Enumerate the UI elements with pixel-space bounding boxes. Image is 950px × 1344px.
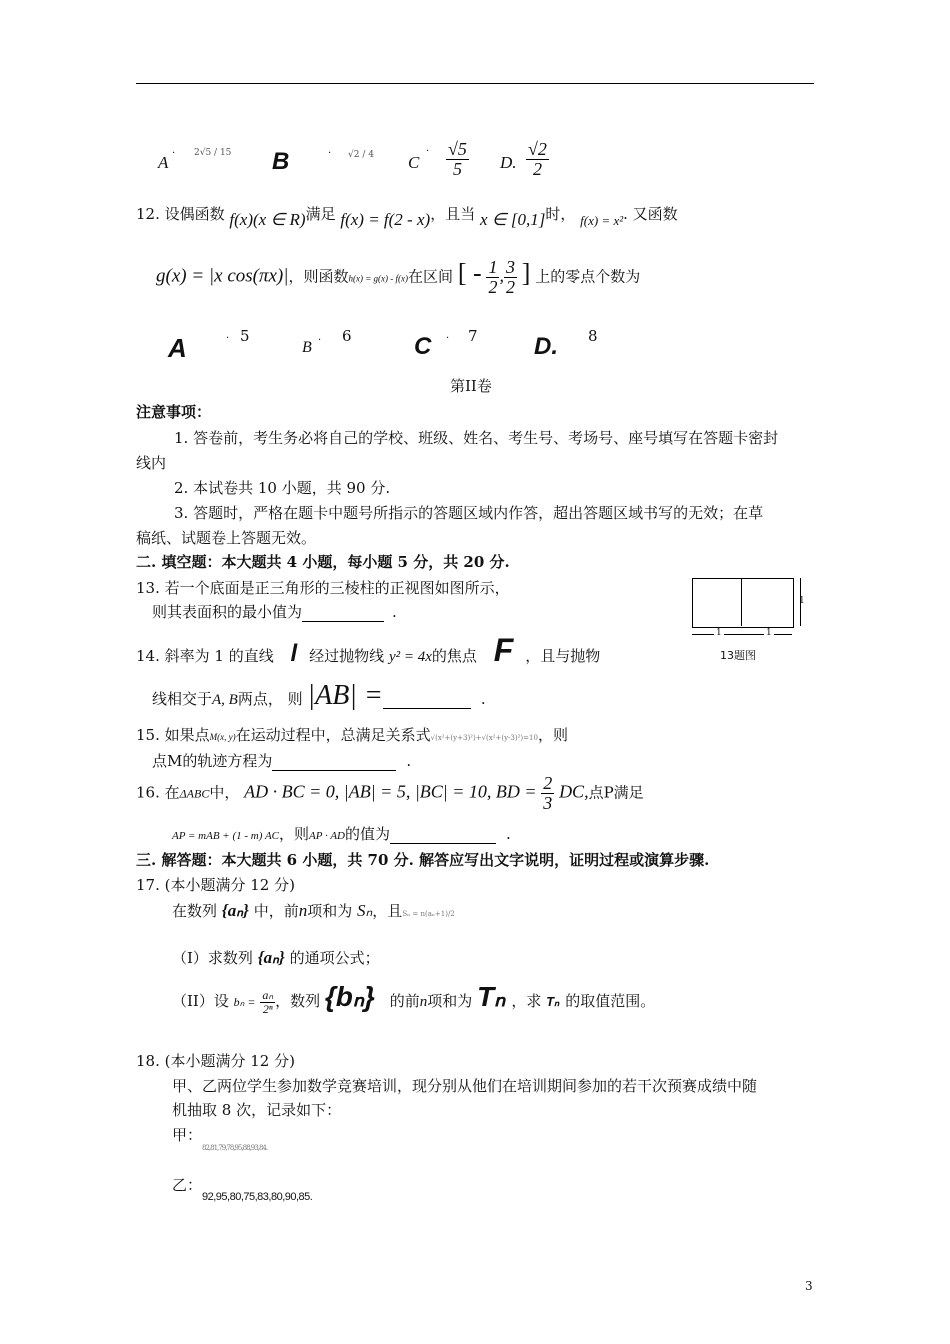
q17-part2 [172, 980, 655, 1030]
q18-jia-row [172, 1124, 268, 1152]
q17-text-d: ，且 [372, 902, 403, 920]
q14-line1 [136, 632, 600, 672]
q12-option-d-value: 8 [588, 327, 598, 345]
notice-2: 2. 本试卷共 10 小题，共 90 分. [174, 479, 391, 497]
q12-options: A · 5 B · 6 C · 7 D. 8 [168, 327, 598, 363]
q12-option-b-value: 6 [342, 327, 352, 345]
q16-dc: DC, [559, 781, 589, 802]
q16-text-d: ，则 [279, 825, 310, 843]
q12-text-b: 满足 [305, 205, 336, 223]
q17-part2-text-e: ，求 [511, 992, 542, 1010]
q17-text-b: 中，前 [253, 902, 299, 920]
q18-yi-row [172, 1174, 313, 1203]
q17-sequence-a: {aₙ} [221, 901, 249, 920]
q15-end: . [406, 752, 412, 770]
q14-answer-blank[interactable] [383, 690, 471, 709]
q17-part2-n: n [419, 994, 428, 1010]
q14-text-a: 14. 斜率为 1 的直线 [136, 647, 274, 665]
q18-yi-label: 乙： [172, 1176, 203, 1194]
option-d-label: D. [500, 153, 517, 172]
q17-part2-text-d: 项和为 [427, 992, 473, 1010]
q17-part2-text-b: ，数列 [275, 992, 321, 1010]
q11-options: A · 2√5 / 15 B · √2 / 4 C · $\frac{√5}{5}$ D. $\frac{√2}{2}$ [158, 139, 547, 179]
q15-text-d: 点M的轨迹方程为 [152, 752, 273, 770]
q12-option-b: B [302, 339, 312, 356]
q18-line2: 机抽取 8 次，记录如下： [172, 1101, 342, 1119]
q13-figure [684, 578, 814, 664]
q14-text-d: ，且与抛物 [525, 647, 601, 665]
q12-interval-close: ] [521, 258, 531, 288]
q14-points: A, B [212, 692, 238, 708]
option-c-label: C [408, 153, 420, 172]
notice-3b: 稿纸、试题卷上答题无效。 [136, 529, 317, 547]
q17-bn-fraction: $\frac{\text{aₙ}}{\text{2ⁿ}}$ [262, 987, 274, 1016]
q12-option-c-value: 7 [468, 327, 478, 345]
front-view-divider [741, 578, 742, 626]
notice-title: 注意事项： [136, 403, 212, 421]
q13-line2 [152, 601, 397, 622]
q12-fx: f(x) = x² [580, 213, 624, 228]
q15-relation: √(x²+(y+3)²)+√(x²+(y-3)²)=10 [430, 734, 538, 742]
q12-g-function: g(x) = |x cos(πx)| [156, 265, 289, 287]
q14-line2 [152, 680, 486, 712]
q16-text-c: 点P满足 [588, 783, 644, 802]
q14-text-b: 经过抛物线 [309, 647, 385, 665]
q15-point-m: M(x, y) [209, 732, 236, 742]
q14-end: . [480, 690, 486, 708]
q14-line-l: l [290, 640, 298, 667]
figure-caption: 13题图 [720, 649, 756, 662]
q14-chord: |AB| = [307, 680, 383, 711]
q14-text-e: 线相交于 [152, 690, 213, 708]
notice-3a: 3. 答题时，严格在题卡中题号所指示的答题区域内作答，超出答题区域书写的无效；在草 [174, 504, 764, 522]
q12-text-c: ，且当 [430, 205, 476, 223]
notice-1b: 线内 [136, 454, 167, 472]
q12-interval-right: $\frac{3}{2}$ [505, 257, 515, 297]
q12-option-c: C [414, 333, 432, 360]
q17-Tn-large: Tₙ [477, 981, 506, 1012]
height-label: 1 [799, 596, 805, 606]
q18-line1: 甲、乙两位学生参加数学竞赛培训，现分别从他们在培训期间参加的若干次预赛成绩中随 [172, 1077, 758, 1095]
q12-option-d: D. [534, 333, 558, 360]
solve-header: 三. 解答题：本大题共 6 小题，共 70 分. 解答应写出文字说明，证明过程或演算步骤. [136, 851, 710, 869]
q12-line1 [136, 203, 678, 229]
q16-line1 [136, 774, 644, 813]
notice-1a: 1. 答卷前，考生务必将自己的学校、班级、姓名、考生号、考场号、座号填写在答题卡密封 [174, 429, 779, 447]
q17-text-a: 在数列 [172, 902, 218, 920]
option-b-value: √2 / 4 [348, 150, 374, 160]
page-number: 3 [805, 1279, 813, 1293]
q12-h-function: h(x) = g(x) - f(x) [348, 273, 409, 284]
width-marker [692, 634, 792, 635]
q16-dot-product: AP · AD [309, 830, 345, 842]
q12-text-a: 12. 设偶函数 [136, 205, 225, 223]
q13-line1: 13. 若一个底面是正三角形的三棱柱的正视图如图所示， [136, 579, 510, 597]
q12-text-g: 在区间 [408, 267, 454, 286]
q16-conditions: AD · BC = 0, |AB| = 5, |BC| = 10, BD = [244, 781, 537, 802]
q13-text: 则其表面积的最小值为 [152, 603, 303, 621]
q16-text-a: 16. 在 [136, 783, 180, 802]
q17-line1 [172, 900, 455, 921]
q17-text-c: 项和为 [307, 902, 353, 920]
q15-answer-blank[interactable] [272, 752, 396, 771]
q14-focus: F [493, 632, 514, 668]
q12-interval-left: $\frac{1}{2}$ [488, 257, 498, 297]
q12-option-a-value: 5 [240, 327, 250, 345]
option-c-fraction: $\frac{√5}{5}$ [448, 139, 467, 179]
q14-text-c: 的焦点 [431, 647, 477, 665]
q18-head: 18. (本小题满分 12 分) [136, 1052, 295, 1070]
header-rule [136, 83, 814, 84]
q12-text-d: 时， [545, 205, 576, 223]
q16-end: . [506, 825, 511, 843]
q17-part1-text-b: 的通项公式； [289, 949, 380, 967]
option-d-fraction: $\frac{√2}{2}$ [528, 139, 547, 179]
q17-part1 [172, 947, 380, 968]
q13-end: . [392, 603, 397, 621]
q12-symmetry: f(x) = f(2 - x) [340, 210, 431, 229]
q17-sn-formula: Sₙ = n(aₙ+1)/2 [402, 910, 455, 918]
q12-text-f: ，则函数 [288, 267, 349, 286]
q17-sn: Sₙ [357, 901, 373, 920]
q18-yi-data: 92,95,80,75,83,80,90,85. [202, 1191, 313, 1203]
q16-text-b: 中， [209, 783, 240, 802]
q17-part2-text-c: 的前 [389, 992, 420, 1010]
q16-triangle: ΔABC [179, 786, 210, 801]
q16-fraction: $\frac{2}{3}$ [543, 773, 553, 813]
q14-text-f: 两点， 则 [237, 690, 303, 708]
q17-head: 17. (本小题满分 12 分) [136, 876, 295, 894]
q12-line2: g(x) = |x cos(πx)|，则函数h(x) = g(x) - f(x)在区间 [ - $\frac{1}{2}$ , $\frac{3}{2}$ ] 上的零点个数为 [156, 257, 641, 297]
q18-jia-data: 82,81,79,78,95,88,93,84. [202, 1144, 268, 1152]
q17-bn-lhs: bₙ = [233, 995, 256, 1009]
option-a-value: 2√5 / 15 [194, 148, 232, 158]
q12-text-e: . 又函数 [623, 205, 678, 223]
q17-part2-text-a: （II）设 [172, 992, 229, 1010]
q15-text-a: 15. 如果点 [136, 726, 210, 744]
q12-interval-open: [ - [457, 258, 482, 288]
q17-part1-text-a: （I）求数列 [172, 949, 253, 967]
q12-text-h: 上的零点个数为 [535, 267, 641, 286]
width-label-1: 1 [716, 628, 722, 638]
q12-option-a: A [168, 333, 187, 363]
q13-answer-blank[interactable] [302, 603, 384, 622]
q18-jia-label: 甲： [172, 1126, 203, 1144]
option-b-label: B [272, 148, 290, 175]
q15-line2 [152, 750, 411, 771]
q16-text-e: 的值为 [345, 825, 391, 843]
q17-n: n [298, 901, 308, 920]
q12-domain: x ∈ [0,1] [479, 210, 546, 229]
section-title: 第II卷 [450, 377, 492, 395]
q15-text-b: 在运动过程中，总满足关系式 [235, 726, 431, 744]
q16-ap-formula: AP = mAB + (1 - m) AC [172, 830, 280, 842]
fill-in-header: 二. 填空题：本大题共 4 小题，每小题 5 分，共 20 分. [136, 553, 510, 571]
q15-text-c: ，则 [537, 726, 568, 744]
q14-parabola: y² = 4x [388, 649, 432, 665]
q16-answer-blank[interactable] [390, 825, 496, 844]
q17-part2-text-f: 的取值范围。 [565, 992, 656, 1010]
q17-part1-sequence: {aₙ} [257, 948, 285, 967]
option-a-label: A [158, 153, 169, 172]
q16-line2 [172, 823, 511, 844]
q17-Tn-small: Tₙ [546, 994, 560, 1009]
q15-line1 [136, 724, 568, 745]
q17-sequence-b: {bₙ} [324, 981, 375, 1012]
front-view-rect [692, 578, 794, 628]
width-label-2: 1 [766, 628, 772, 638]
q12-function-def: f(x)(x ∈ R) [229, 210, 306, 229]
